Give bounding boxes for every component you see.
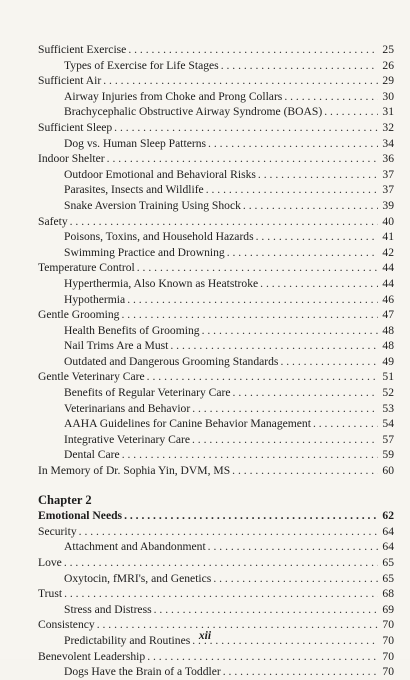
toc-entry-page-number: 54 [382, 417, 394, 431]
toc-entry-title: Love [38, 556, 62, 569]
toc-entry [38, 229, 394, 245]
dot-leader [147, 369, 378, 385]
dot-leader [121, 307, 378, 323]
toc-entry-page-number: 48 [382, 339, 394, 353]
toc-entry-page-number: 52 [382, 386, 394, 400]
dot-leader [284, 89, 378, 105]
toc-entry-title: Parasites, Insects and Wildlife [64, 183, 204, 197]
dot-leader [324, 104, 378, 120]
toc-entry-page-number: 70 [382, 618, 394, 632]
dot-leader [122, 447, 378, 463]
dot-leader [208, 136, 378, 152]
toc-entry [38, 136, 394, 152]
toc-entry [38, 432, 394, 448]
toc-entry-page-number: 40 [382, 214, 394, 228]
toc-entry-title: AAHA Guidelines for Canine Behavior Management [64, 417, 311, 431]
toc-entry-page-number: 51 [382, 370, 394, 384]
toc-entry [38, 307, 394, 323]
toc-entry [38, 198, 394, 214]
dot-leader [103, 73, 378, 89]
toc-entry-page-number: 25 [382, 43, 394, 56]
toc-entry [38, 463, 394, 479]
toc-entry [38, 73, 394, 89]
toc-entry [38, 649, 394, 665]
dot-leader [243, 198, 378, 214]
toc-entry-page-number: 46 [382, 292, 394, 306]
chapter-heading: Chapter 2 [38, 492, 92, 507]
toc-entry-page-number: 32 [382, 120, 394, 134]
toc-entry-page-number: 41 [382, 230, 394, 244]
toc-entry-title: Outdoor Emotional and Behavioral Risks [64, 167, 256, 181]
toc-entry-title: Dogs Have the Brain of a Toddler [64, 665, 221, 679]
page-number: xii [198, 630, 212, 642]
toc-entry [38, 214, 394, 230]
dot-leader [260, 276, 378, 292]
toc-entry-title: Nail Trims Are a Must [64, 339, 169, 353]
toc-entry-page-number: 59 [382, 448, 394, 462]
toc-entry-title: Attachment and Abandonment [64, 540, 206, 554]
toc-entry-page-number: 42 [382, 245, 394, 259]
dot-leader [127, 292, 378, 308]
toc-entry [38, 58, 394, 74]
toc-entry-title: Hypothermia [64, 292, 126, 306]
toc-entry-title: Emotional Needs [38, 509, 123, 523]
toc-entry-title: Dental Care [64, 448, 120, 462]
toc-entry-title: Safety [38, 214, 68, 228]
toc-entry-title: Sufficient Exercise [38, 43, 127, 56]
toc-entry-page-number: 68 [382, 587, 394, 601]
dot-leader [70, 214, 378, 230]
toc-entry-page-number: 69 [382, 602, 394, 616]
dot-leader [64, 555, 378, 571]
toc-entry-title: Gentle Veterinary Care [38, 370, 145, 384]
toc-entry [38, 276, 394, 292]
toc-entry-title: Health Benefits of Grooming [64, 323, 200, 337]
toc-entry-page-number: 47 [382, 308, 394, 322]
toc-entry-page-number: 53 [382, 401, 394, 415]
toc-entry [38, 401, 394, 417]
toc-entry-title: Trust [38, 587, 63, 601]
dot-leader [256, 229, 378, 245]
toc-entry-title: Brachycephalic Obstructive Airway Syndrome (BOAS) [64, 105, 323, 119]
dot-leader [137, 260, 378, 276]
dot-leader [227, 245, 378, 261]
dot-leader [64, 586, 378, 602]
toc-entry [38, 524, 394, 540]
toc-entry-title: Consistency [38, 618, 95, 632]
dot-leader [107, 151, 378, 167]
toc-entry [38, 104, 394, 120]
toc-entry [38, 42, 394, 58]
toc-entry-title: Airway Injuries from Choke and Prong Collars [64, 89, 283, 103]
toc-entry-page-number: 29 [382, 74, 394, 88]
toc-entry-title: Indoor Shelter [38, 152, 105, 166]
dot-leader [208, 539, 378, 555]
toc-entry-page-number: 26 [382, 58, 394, 72]
toc-entry-page-number: 62 [382, 509, 394, 523]
toc-entry-title: In Memory of Dr. Sophia Yin, DVM, MS [38, 464, 231, 478]
toc-entry [38, 292, 394, 308]
toc-entry-title: Temperature Control [38, 261, 135, 275]
table-of-contents [38, 42, 394, 680]
toc-entry-page-number: 37 [382, 167, 394, 181]
toc-entry-page-number: 65 [382, 571, 394, 585]
toc-entry [38, 354, 394, 370]
toc-entry [38, 260, 394, 276]
toc-entry-title: Gentle Grooming [38, 308, 120, 322]
toc-entry-title: Integrative Veterinary Care [64, 432, 190, 446]
toc-entry [38, 151, 394, 167]
toc-entry-page-number: 31 [382, 105, 394, 119]
toc-entry-title: Sufficient Air [38, 74, 102, 88]
toc-entry-title: Dog vs. Human Sleep Patterns [64, 136, 207, 150]
toc-entry-page-number: 37 [382, 183, 394, 197]
toc-entry-title: Types of Exercise for Life Stages [64, 58, 219, 72]
toc-entry-page-number: 64 [382, 540, 394, 554]
toc-section-chapter-2 [38, 508, 394, 680]
toc-entry-page-number: 44 [382, 276, 394, 290]
toc-entry-title: Snake Aversion Training Using Shock [64, 198, 241, 212]
dot-leader [114, 120, 378, 136]
toc-entry-page-number: 34 [382, 136, 394, 150]
dot-leader [79, 524, 378, 540]
dot-leader [221, 58, 378, 74]
toc-entry [38, 571, 394, 587]
toc-entry-page-number: 65 [382, 556, 394, 569]
toc-entry-page-number: 49 [382, 354, 394, 368]
toc-entry-title: Hyperthermia, Also Known as Heatstroke [64, 276, 259, 290]
toc-entry-page-number: 44 [382, 261, 394, 275]
dot-leader [206, 182, 378, 198]
toc-entry [38, 586, 394, 602]
toc-entry [38, 182, 394, 198]
toc-entry-title: Veterinarians and Behavior [64, 401, 191, 415]
dot-leader [313, 416, 378, 432]
toc-entry-page-number: 70 [382, 665, 394, 679]
toc-entry [38, 385, 394, 401]
dot-leader [202, 323, 378, 339]
toc-entry [38, 89, 394, 105]
toc-entry-title: Benefits of Regular Veterinary Care [64, 386, 231, 400]
toc-entry [38, 338, 394, 354]
dot-leader [223, 664, 378, 680]
toc-entry-page-number: 57 [382, 432, 394, 446]
toc-entry [38, 508, 394, 524]
toc-entry-page-number: 39 [382, 198, 394, 212]
toc-entry-title: Predictability and Routines [64, 633, 191, 647]
dot-leader [232, 463, 378, 479]
toc-entry [38, 369, 394, 385]
toc-entry-page-number: 64 [382, 524, 394, 538]
toc-entry-title: Benevolent Leadership [38, 649, 146, 663]
toc-entry-page-number: 60 [382, 464, 394, 478]
dot-leader [154, 602, 378, 618]
dot-leader [128, 42, 378, 58]
toc-entry-page-number: 36 [382, 152, 394, 166]
toc-entry-page-number: 48 [382, 323, 394, 337]
toc-entry [38, 555, 394, 571]
toc-entry-title: Swimming Practice and Drowning [64, 245, 225, 259]
toc-entry [38, 167, 394, 183]
toc-section-chapter-1-continued [38, 42, 394, 479]
dot-leader [280, 354, 378, 370]
dot-leader [192, 401, 378, 417]
toc-entry-page-number: 70 [382, 649, 394, 663]
toc-entry-title: Oxytocin, fMRI's, and Genetics [64, 571, 212, 585]
toc-entry-title: Security [38, 524, 77, 538]
toc-entry-title: Outdated and Dangerous Grooming Standards [64, 354, 279, 368]
toc-entry-page-number: 30 [382, 89, 394, 103]
toc-entry [38, 245, 394, 261]
toc-entry-title: Stress and Distress [64, 602, 152, 616]
toc-entry [38, 539, 394, 555]
dot-leader [233, 385, 378, 401]
toc-entry [38, 447, 394, 463]
toc-entry-page-number: 70 [382, 633, 394, 647]
toc-entry [38, 416, 394, 432]
dot-leader [170, 338, 378, 354]
toc-entry [38, 120, 394, 136]
dot-leader [258, 167, 378, 183]
dot-leader [147, 649, 378, 665]
dot-leader [192, 432, 378, 448]
toc-entry-title: Poisons, Toxins, and Household Hazards [64, 230, 254, 244]
dot-leader [213, 571, 378, 587]
toc-entry [38, 602, 394, 618]
dot-leader [124, 508, 378, 524]
toc-entry [38, 664, 394, 680]
toc-entry-title: Sufficient Sleep [38, 120, 113, 134]
toc-entry [38, 323, 394, 339]
